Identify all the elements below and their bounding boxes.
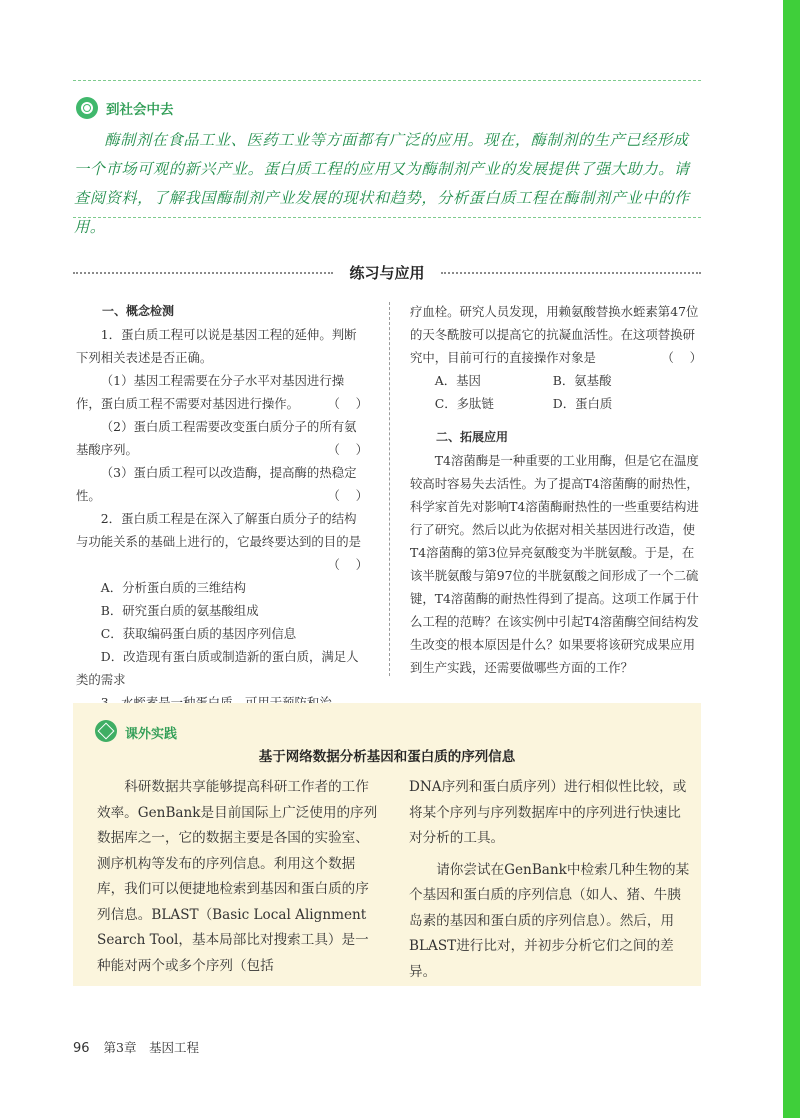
q2-stem: 2．蛋白质工程是在深入了解蛋白质分子的结构与功能关系的基础上进行的，它最终要达到的目的是 （ ） <box>76 507 368 553</box>
exercise-column-left <box>76 300 368 714</box>
q3-option-b: B．氨基酸 <box>552 373 612 388</box>
page-footer <box>73 1038 199 1056</box>
practice-label: 课外实践 <box>125 727 178 742</box>
answer-paren: （ ） <box>327 557 368 572</box>
part2-text: T4溶菌酶是一种重要的工业用酶，但是它在温度较高时容易失去活性。为了提高T4溶菌酶的耐热性，科学家首先对影响T4溶菌酶耐热性的一些重要结构进行了研究。然后以此为依据对相关基因进行改造，使T4溶菌酶的第3位异亮氨酸变为半胱氨酸。于是，在该半胱氨酸与第97位的半胱氨酸之间形成了一个二硫键，T4溶菌酶的耐热性得到了提高。这项工作属于什么工程的范畴？在该实例中引起T4溶菌酶空间结构发生改变的根本原因是什么？如果要将该研究成果应用到生产实践，还需要做哪些方面的工作？ <box>410 453 699 675</box>
q3-option-d: D．蛋白质 <box>552 396 613 411</box>
page-number: 96 <box>73 1041 90 1056</box>
part1-heading: 一、概念检测 <box>102 304 175 318</box>
practice-paragraph-1-cont: DNA序列和蛋白质序列）进行相似性比较，或将某个序列与序列数据库中的序列进行快速比对分析的工具。 <box>409 779 687 846</box>
q3-stem-part2: 疗血栓。研究人员发现，用赖氨酸替换水蛭素第47位的天冬酰胺可以提高它的抗凝血活性。在这项替换研究中，目前可行的直接操作对象是 （ ） <box>410 300 702 369</box>
q2-option-b: B．研究蛋白质的氨基酸组成 <box>100 603 259 618</box>
practice-icon <box>95 720 117 742</box>
answer-paren: （ ） <box>327 488 368 503</box>
q1-item-3: （3）蛋白质工程可以改造酶，提高酶的热稳定性。 （ ） <box>76 461 368 507</box>
answer-paren: （ ） <box>327 396 368 411</box>
q2-option-c: C．获取编码蛋白质的基因序列信息 <box>100 626 297 641</box>
q1-stem: 1．蛋白质工程可以说是基因工程的延伸。判断下列相关表述是否正确。 <box>76 327 357 365</box>
practice-paragraph-2: 请你尝试在GenBank中检索几种生物的某个基因和蛋白质的序列信息（如人、猪、牛胰岛素的基因和蛋白质的序列信息）。然后，用BLAST进行比对，并初步分析它们之间的差异。 <box>409 861 690 980</box>
society-text <box>74 126 702 242</box>
practice-paragraph-1: 科研数据共享能够提高科研工作者的工作效率。GenBank是目前国际上广泛使用的序列数据库之一，它的数据主要是各国的实验室、测序机构等发布的序列信息。利用这个数据库，我们可以便捷地检索到基因和蛋白质的序列信息。BLAST（Basic Local Alignment Search Tool，基本局部比对搜索工具）是一种能对两个或多个序列（包括 <box>97 779 378 974</box>
q3-option-c: C．多肽链 <box>434 396 494 411</box>
q2-option-a: A．分析蛋白质的三维结构 <box>100 580 247 595</box>
q2-option-d: D．改造现有蛋白质或制造新的蛋白质，满足人类的需求 <box>76 649 359 687</box>
society-icon <box>76 97 98 119</box>
q1-item-2: （2）蛋白质工程需要改变蛋白质分子的所有氨基酸序列。 （ ） <box>76 415 368 461</box>
q3-options-row-2 <box>410 392 702 415</box>
practice-title: 基于网络数据分析基因和蛋白质的序列信息 <box>258 749 516 765</box>
society-header <box>76 96 174 120</box>
society-paragraph: 酶制剂在食品工业、医药工业等方面都有广泛的应用。现在，酶制剂的生产已经形成一个市场可观的新兴产业。蛋白质工程的应用又为酶制剂产业的发展提供了强大助力。请查阅资料，了解我国酶制剂产业发展的现状和趋势，分析蛋白质工程在酶制剂产业中的作用。 <box>74 131 690 236</box>
practice-column-right <box>409 775 693 985</box>
answer-paren: （ ） <box>661 350 702 365</box>
society-title: 到社会中去 <box>106 102 174 118</box>
answer-paren: （ ） <box>327 442 368 457</box>
exercise-column-right <box>410 300 702 679</box>
practice-box <box>73 703 701 986</box>
page-edge-bar <box>783 0 800 1118</box>
dashed-divider-bottom <box>73 217 701 218</box>
q3-options-row-1 <box>410 369 702 392</box>
part2-heading: 二、拓展应用 <box>436 430 509 444</box>
practice-column-left <box>97 775 381 979</box>
dashed-divider-top <box>73 80 701 81</box>
exercise-heading <box>73 262 701 284</box>
q3-option-a: A．基因 <box>434 373 481 388</box>
chapter-label: 第3章 基因工程 <box>103 1040 199 1055</box>
exercise-title: 练习与应用 <box>343 264 430 282</box>
q1-item-1: （1）基因工程需要在分子水平对基因进行操作，蛋白质工程不需要对基因进行操作。 （ ） <box>76 369 368 415</box>
column-divider <box>389 302 390 676</box>
